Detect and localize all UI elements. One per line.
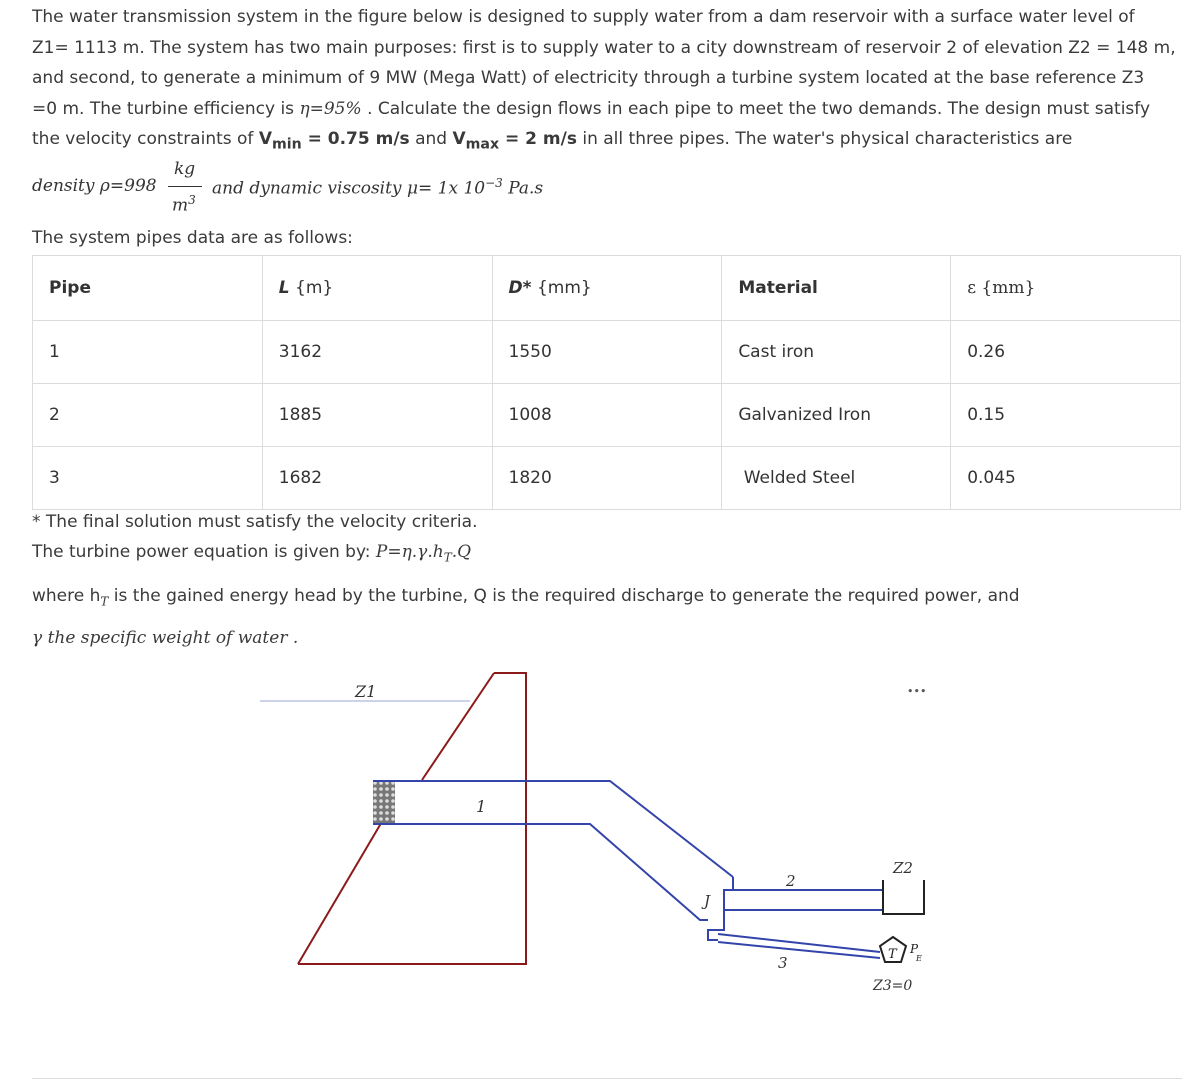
- table-row: [33, 384, 1181, 447]
- where-line: where $h_T$ is the gained energy head by the turbine, Q is the required discharge to generate the required power, and: [32, 586, 1020, 609]
- vmin-value: = 0.75 m/s: [301, 129, 410, 149]
- dam-upstream-top: [422, 673, 494, 780]
- header-diameter: D* {mm}: [492, 256, 722, 321]
- cell-length: 1682: [262, 447, 492, 510]
- problem-line-1: The water transmission system in the figure below is designed to supply water from a dam reservoir with a surface water level of: [32, 7, 1135, 27]
- pipes-table: [32, 255, 1181, 510]
- problem-line-4: =0 m. The turbine efficiency is η=95% . Calculate the design flows in each pipe to meet the two demands. The design must satisfy: [32, 98, 1151, 119]
- header-material: Material: [722, 256, 951, 321]
- final-note: * The final solution must satisfy the velocity criteria.: [32, 512, 478, 532]
- problem-line-3: and second, to generate a minimum of 9 MW (Mega Watt) of electricity through a turbine system located at the base reference Z3: [32, 68, 1145, 88]
- system-figure: [0, 650, 1195, 1070]
- cell-length: 1885: [262, 384, 492, 447]
- cell-roughness: 0.045: [951, 447, 1181, 510]
- cell-length: 3162: [262, 321, 492, 384]
- cell-roughness: 0.15: [951, 384, 1181, 447]
- cell-diameter: 1008: [492, 384, 722, 447]
- junction-body: [708, 877, 733, 940]
- table-row: [33, 447, 1181, 510]
- vmax-value: = 2 m/s: [499, 129, 577, 149]
- cell-material: Welded Steel: [722, 447, 951, 510]
- dam-body: [298, 673, 526, 964]
- density-prefix: density ρ=998: [32, 176, 157, 196]
- pipe-3-label: 3: [778, 954, 788, 972]
- fraction-bar: [168, 186, 202, 187]
- pipe-2-label: 2: [786, 872, 796, 890]
- z1-label: Z1: [355, 682, 377, 701]
- problem-line-2: Z1= 1113 m. The system has two main purposes: first is to supply water to a city downstream of reservoir 2 of elevation Z2 = 148 m,: [32, 37, 1176, 58]
- cell-diameter: 1550: [492, 321, 722, 384]
- more-options-icon: •••: [907, 685, 927, 698]
- viscosity-text: and dynamic viscosity μ= 1x $10^{-3}$ Pa.s: [212, 176, 544, 199]
- junction-label: J: [704, 892, 711, 910]
- pipe-1-bottom: [373, 824, 708, 920]
- pipe-1-top: [373, 781, 733, 877]
- cell-roughness: 0.26: [951, 321, 1181, 384]
- problem-text: [32, 2, 1182, 160]
- gamma-definition: γ the specific weight of water .: [32, 628, 299, 648]
- reservoir-2: [883, 880, 924, 914]
- power-equation: $P=\eta.\gamma.h_T.Q$: [375, 542, 472, 565]
- z3-label: Z3=0: [873, 978, 913, 994]
- header-pipe: Pipe: [33, 256, 263, 321]
- intake-screen: [373, 781, 395, 824]
- table-row: [33, 321, 1181, 384]
- power-equation-line: The turbine power equation is given by: $P=\eta.\gamma.h_T.Q$: [32, 542, 472, 565]
- cell-pipe: 3: [33, 447, 263, 510]
- cell-material: Cast iron: [722, 321, 951, 384]
- problem-line-5: the velocity constraints of $V_{min} = 0.75$ m/s and $V_{max} = 2$ m/s in all three pipes. The water's physical characteristics are: [32, 129, 1073, 153]
- pe-label-e: E: [916, 954, 922, 963]
- cell-material: Galvanized Iron: [722, 384, 951, 447]
- efficiency-expression: η=95%: [299, 98, 362, 119]
- pipe-1-label: 1: [476, 797, 487, 816]
- table-intro: The system pipes data are as follows:: [32, 228, 353, 248]
- cell-diameter: 1820: [492, 447, 722, 510]
- turbine-label: T: [888, 947, 897, 962]
- header-length: L {m}: [262, 256, 492, 321]
- dam-upstream-face: [298, 824, 380, 964]
- density-unit-denominator: $m^3$: [172, 193, 196, 216]
- pe-label-p: P: [910, 942, 919, 956]
- z2-label: Z2: [893, 859, 913, 877]
- cell-pipe: 1: [33, 321, 263, 384]
- header-roughness: ε {mm}: [951, 256, 1181, 321]
- cell-pipe: 2: [33, 384, 263, 447]
- table-header-row: [33, 256, 1181, 321]
- bottom-divider: [32, 1078, 1182, 1079]
- density-unit-numerator: kg: [174, 159, 196, 179]
